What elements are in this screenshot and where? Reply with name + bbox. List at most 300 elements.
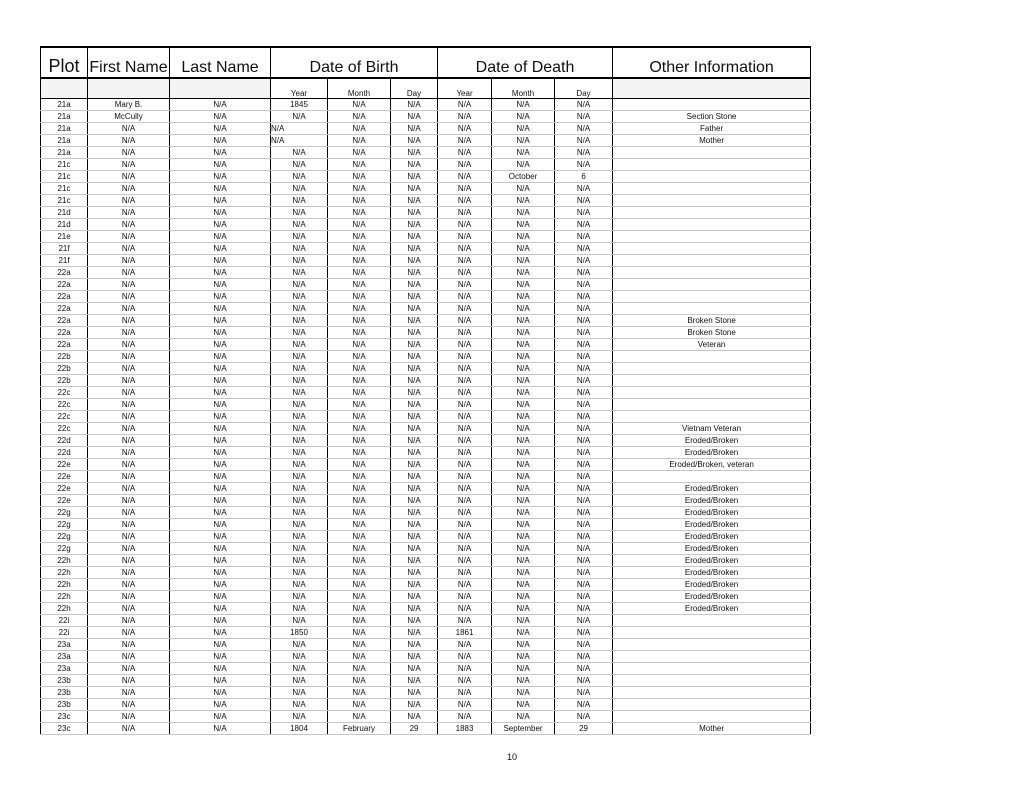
subheader-blank: [88, 78, 170, 99]
table-row: [41, 675, 811, 687]
cell-birth-day: N/A: [391, 567, 438, 579]
cell-death-month: N/A: [492, 423, 555, 435]
cell-birth-day: N/A: [391, 147, 438, 159]
cell-birth-month: N/A: [328, 651, 391, 663]
cell-birth-day: N/A: [391, 447, 438, 459]
cell-birth-day: N/A: [391, 471, 438, 483]
cell-last-name: N/A: [170, 651, 271, 663]
cell-plot: 21c: [41, 159, 88, 171]
cell-other-information: [613, 291, 811, 303]
table-row: [41, 375, 811, 387]
cell-death-day: N/A: [555, 507, 613, 519]
cell-last-name: N/A: [170, 243, 271, 255]
table-row: [41, 555, 811, 567]
cell-death-day: N/A: [555, 687, 613, 699]
cell-first-name: N/A: [88, 303, 170, 315]
cell-birth-year: N/A: [271, 675, 328, 687]
cell-death-month: N/A: [492, 267, 555, 279]
cell-death-year: N/A: [438, 339, 492, 351]
cell-plot: 22c: [41, 411, 88, 423]
cell-death-month: N/A: [492, 303, 555, 315]
cell-last-name: N/A: [170, 543, 271, 555]
table-row: [41, 603, 811, 615]
cell-birth-month: N/A: [328, 423, 391, 435]
cell-birth-month: N/A: [328, 351, 391, 363]
cell-last-name: N/A: [170, 699, 271, 711]
cell-other-information: Veteran: [613, 339, 811, 351]
table-row: [41, 483, 811, 495]
cell-birth-month: N/A: [328, 123, 391, 135]
cell-death-year: N/A: [438, 483, 492, 495]
table-row: [41, 363, 811, 375]
cell-plot: 22g: [41, 531, 88, 543]
cell-plot: 22h: [41, 579, 88, 591]
cell-death-month: N/A: [492, 255, 555, 267]
cell-first-name: N/A: [88, 639, 170, 651]
cell-death-day: N/A: [555, 339, 613, 351]
cell-birth-year: N/A: [271, 447, 328, 459]
cell-last-name: N/A: [170, 627, 271, 639]
cell-birth-day: N/A: [391, 591, 438, 603]
table-row: [41, 411, 811, 423]
cell-birth-day: N/A: [391, 435, 438, 447]
cell-other-information: [613, 375, 811, 387]
cell-death-month: N/A: [492, 507, 555, 519]
cell-birth-year: N/A: [271, 651, 328, 663]
cell-last-name: N/A: [170, 291, 271, 303]
cell-death-year: N/A: [438, 615, 492, 627]
cell-first-name: N/A: [88, 423, 170, 435]
cell-last-name: N/A: [170, 603, 271, 615]
cell-birth-year: N/A: [271, 183, 328, 195]
cell-death-day: N/A: [555, 651, 613, 663]
cell-birth-year: N/A: [271, 435, 328, 447]
cell-birth-year: N/A: [271, 387, 328, 399]
cell-death-day: N/A: [555, 327, 613, 339]
cell-other-information: [613, 183, 811, 195]
table-row: [41, 711, 811, 723]
cell-first-name: N/A: [88, 147, 170, 159]
cell-last-name: N/A: [170, 279, 271, 291]
cell-death-month: N/A: [492, 663, 555, 675]
cell-birth-day: N/A: [391, 531, 438, 543]
cell-first-name: Mary B.: [88, 99, 170, 111]
subheader-death-day: Day: [555, 78, 613, 99]
table-row: [41, 339, 811, 351]
cell-birth-month: February: [328, 723, 391, 735]
cell-death-day: N/A: [555, 567, 613, 579]
cell-death-year: N/A: [438, 555, 492, 567]
cell-death-year: 1883: [438, 723, 492, 735]
cell-death-day: N/A: [555, 363, 613, 375]
cell-first-name: N/A: [88, 699, 170, 711]
cell-other-information: Eroded/Broken: [613, 483, 811, 495]
cell-birth-month: N/A: [328, 507, 391, 519]
cell-death-month: N/A: [492, 195, 555, 207]
cell-death-month: N/A: [492, 99, 555, 111]
cell-birth-month: N/A: [328, 279, 391, 291]
cell-birth-day: N/A: [391, 603, 438, 615]
cell-birth-month: N/A: [328, 519, 391, 531]
cell-first-name: N/A: [88, 723, 170, 735]
cell-birth-day: N/A: [391, 255, 438, 267]
table-row: [41, 111, 811, 123]
table-row: [41, 279, 811, 291]
cell-death-month: N/A: [492, 579, 555, 591]
cell-birth-day: N/A: [391, 183, 438, 195]
cell-plot: 23a: [41, 663, 88, 675]
cell-plot: 22g: [41, 507, 88, 519]
cell-other-information: [613, 615, 811, 627]
cell-plot: 21d: [41, 207, 88, 219]
cell-birth-month: N/A: [328, 603, 391, 615]
cell-death-year: N/A: [438, 135, 492, 147]
cell-first-name: N/A: [88, 159, 170, 171]
table-row: [41, 231, 811, 243]
cell-death-year: N/A: [438, 639, 492, 651]
cell-birth-day: N/A: [391, 555, 438, 567]
cell-death-year: N/A: [438, 195, 492, 207]
cell-birth-month: N/A: [328, 219, 391, 231]
cell-first-name: N/A: [88, 327, 170, 339]
cell-first-name: N/A: [88, 627, 170, 639]
cell-birth-month: N/A: [328, 579, 391, 591]
cell-birth-day: N/A: [391, 399, 438, 411]
cell-first-name: N/A: [88, 135, 170, 147]
table-row: [41, 219, 811, 231]
cell-death-month: N/A: [492, 639, 555, 651]
cell-other-information: [613, 411, 811, 423]
cell-death-month: September: [492, 723, 555, 735]
cell-death-year: N/A: [438, 243, 492, 255]
cell-plot: 23b: [41, 687, 88, 699]
cell-birth-day: N/A: [391, 315, 438, 327]
cell-birth-year: N/A: [271, 207, 328, 219]
cell-birth-year: N/A: [271, 111, 328, 123]
cell-birth-year: N/A: [271, 291, 328, 303]
cell-birth-day: N/A: [391, 351, 438, 363]
table-row: [41, 207, 811, 219]
cell-death-year: N/A: [438, 519, 492, 531]
cell-death-day: N/A: [555, 243, 613, 255]
cell-other-information: [613, 171, 811, 183]
cell-birth-day: N/A: [391, 303, 438, 315]
cell-death-year: N/A: [438, 291, 492, 303]
table-row: [41, 351, 811, 363]
header-last-name: Last Name: [170, 47, 271, 78]
header-first-name: First Name: [88, 47, 170, 78]
cell-last-name: N/A: [170, 207, 271, 219]
cell-other-information: [613, 159, 811, 171]
cell-plot: 21a: [41, 123, 88, 135]
cell-death-day: N/A: [555, 519, 613, 531]
cell-first-name: N/A: [88, 435, 170, 447]
cell-last-name: N/A: [170, 531, 271, 543]
table-row: [41, 303, 811, 315]
cell-plot: 21c: [41, 195, 88, 207]
cell-last-name: N/A: [170, 447, 271, 459]
cell-other-information: Eroded/Broken: [613, 435, 811, 447]
cell-death-year: N/A: [438, 687, 492, 699]
cell-first-name: N/A: [88, 291, 170, 303]
table-row: [41, 663, 811, 675]
cell-first-name: N/A: [88, 567, 170, 579]
cell-last-name: N/A: [170, 495, 271, 507]
cell-last-name: N/A: [170, 171, 271, 183]
cell-birth-day: N/A: [391, 231, 438, 243]
cell-birth-month: N/A: [328, 159, 391, 171]
cell-last-name: N/A: [170, 399, 271, 411]
table-row: [41, 639, 811, 651]
cell-death-day: N/A: [555, 207, 613, 219]
cell-plot: 22a: [41, 303, 88, 315]
cell-first-name: N/A: [88, 387, 170, 399]
cell-other-information: [613, 219, 811, 231]
cell-death-year: N/A: [438, 531, 492, 543]
cell-last-name: N/A: [170, 483, 271, 495]
cell-death-day: N/A: [555, 471, 613, 483]
table-row: [41, 123, 811, 135]
cell-last-name: N/A: [170, 423, 271, 435]
cell-first-name: N/A: [88, 171, 170, 183]
cell-last-name: N/A: [170, 591, 271, 603]
cell-first-name: N/A: [88, 651, 170, 663]
cell-death-day: N/A: [555, 159, 613, 171]
cell-first-name: N/A: [88, 375, 170, 387]
cell-birth-month: N/A: [328, 435, 391, 447]
cell-birth-year: 1845: [271, 99, 328, 111]
cell-last-name: N/A: [170, 567, 271, 579]
cell-birth-month: N/A: [328, 183, 391, 195]
cell-birth-year: N/A: [271, 303, 328, 315]
cell-death-year: N/A: [438, 435, 492, 447]
cell-death-year: N/A: [438, 315, 492, 327]
cell-other-information: [613, 351, 811, 363]
subheader-blank: [613, 78, 811, 99]
cell-death-month: N/A: [492, 567, 555, 579]
cell-plot: 22a: [41, 279, 88, 291]
cell-plot: 21c: [41, 171, 88, 183]
cell-death-year: N/A: [438, 375, 492, 387]
cell-first-name: N/A: [88, 279, 170, 291]
cell-plot: 23b: [41, 675, 88, 687]
cell-death-month: N/A: [492, 411, 555, 423]
subheader-birth-year: Year: [271, 78, 328, 99]
subheader-birth-month: Month: [328, 78, 391, 99]
cell-death-day: N/A: [555, 675, 613, 687]
cell-first-name: N/A: [88, 399, 170, 411]
cell-first-name: N/A: [88, 675, 170, 687]
cell-last-name: N/A: [170, 459, 271, 471]
cell-death-month: N/A: [492, 483, 555, 495]
table-row: [41, 543, 811, 555]
cell-plot: 21c: [41, 183, 88, 195]
table-body: [41, 99, 811, 735]
cell-first-name: N/A: [88, 447, 170, 459]
cell-birth-year: N/A: [271, 663, 328, 675]
cell-birth-year: N/A: [271, 591, 328, 603]
cell-death-month: N/A: [492, 675, 555, 687]
cell-other-information: Eroded/Broken: [613, 567, 811, 579]
cell-other-information: [613, 255, 811, 267]
cell-death-day: N/A: [555, 411, 613, 423]
cell-death-year: N/A: [438, 591, 492, 603]
cell-death-day: 29: [555, 723, 613, 735]
cell-other-information: Eroded/Broken, veteran: [613, 459, 811, 471]
cell-birth-day: N/A: [391, 543, 438, 555]
table-row: [41, 723, 811, 735]
cell-death-day: N/A: [555, 279, 613, 291]
cell-plot: 22c: [41, 387, 88, 399]
cell-death-day: N/A: [555, 459, 613, 471]
cell-plot: 22a: [41, 339, 88, 351]
header-other-information: Other Information: [613, 47, 811, 78]
cell-first-name: N/A: [88, 663, 170, 675]
cell-other-information: Vietnam Veteran: [613, 423, 811, 435]
table-row: [41, 255, 811, 267]
table-row: [41, 315, 811, 327]
table-row: [41, 147, 811, 159]
table-row: [41, 531, 811, 543]
cell-death-month: N/A: [492, 375, 555, 387]
cell-birth-year: N/A: [271, 687, 328, 699]
cell-death-month: N/A: [492, 123, 555, 135]
subheader-birth-day: Day: [391, 78, 438, 99]
cell-birth-month: N/A: [328, 99, 391, 111]
subheader-death-year: Year: [438, 78, 492, 99]
cell-birth-day: N/A: [391, 627, 438, 639]
subheader-blank: [170, 78, 271, 99]
cell-first-name: N/A: [88, 267, 170, 279]
cell-birth-day: N/A: [391, 423, 438, 435]
cell-death-month: October: [492, 171, 555, 183]
cell-death-year: N/A: [438, 303, 492, 315]
cell-first-name: N/A: [88, 195, 170, 207]
cell-birth-month: N/A: [328, 195, 391, 207]
cell-birth-day: N/A: [391, 339, 438, 351]
cell-birth-year: N/A: [271, 639, 328, 651]
page-number: 10: [506, 752, 517, 762]
cell-other-information: [613, 639, 811, 651]
cell-birth-year: N/A: [271, 123, 328, 135]
cell-other-information: [613, 147, 811, 159]
cell-death-month: N/A: [492, 219, 555, 231]
cell-first-name: N/A: [88, 315, 170, 327]
cell-first-name: N/A: [88, 591, 170, 603]
cell-other-information: [613, 267, 811, 279]
cell-plot: 23b: [41, 699, 88, 711]
cell-birth-day: N/A: [391, 687, 438, 699]
cell-birth-day: N/A: [391, 243, 438, 255]
cell-birth-month: N/A: [328, 315, 391, 327]
header-date-of-death: Date of Death: [438, 47, 613, 78]
cell-death-month: N/A: [492, 495, 555, 507]
cell-death-year: N/A: [438, 507, 492, 519]
cell-plot: 23a: [41, 639, 88, 651]
cell-birth-day: N/A: [391, 111, 438, 123]
cell-death-month: N/A: [492, 543, 555, 555]
cell-birth-year: N/A: [271, 615, 328, 627]
cell-birth-month: N/A: [328, 711, 391, 723]
cell-last-name: N/A: [170, 555, 271, 567]
table-row: [41, 507, 811, 519]
cell-plot: 21d: [41, 219, 88, 231]
cell-death-month: N/A: [492, 231, 555, 243]
cell-first-name: N/A: [88, 183, 170, 195]
cell-birth-month: N/A: [328, 543, 391, 555]
cell-plot: 22c: [41, 423, 88, 435]
cell-plot: 22b: [41, 375, 88, 387]
cell-first-name: N/A: [88, 207, 170, 219]
cell-birth-day: N/A: [391, 615, 438, 627]
cell-death-day: N/A: [555, 591, 613, 603]
cell-death-day: N/A: [555, 531, 613, 543]
cell-birth-year: N/A: [271, 459, 328, 471]
subheader-blank: [41, 78, 88, 99]
cell-first-name: N/A: [88, 531, 170, 543]
cell-first-name: N/A: [88, 555, 170, 567]
cell-birth-month: N/A: [328, 147, 391, 159]
cell-death-year: N/A: [438, 471, 492, 483]
cell-birth-month: N/A: [328, 459, 391, 471]
cell-birth-year: 1804: [271, 723, 328, 735]
cell-plot: 22g: [41, 519, 88, 531]
cell-birth-year: N/A: [271, 147, 328, 159]
cell-first-name: N/A: [88, 471, 170, 483]
cell-birth-day: N/A: [391, 99, 438, 111]
cell-last-name: N/A: [170, 339, 271, 351]
cell-first-name: N/A: [88, 483, 170, 495]
cell-birth-day: N/A: [391, 519, 438, 531]
cell-birth-year: N/A: [271, 471, 328, 483]
cell-birth-year: 1850: [271, 627, 328, 639]
cell-death-year: N/A: [438, 267, 492, 279]
cell-birth-day: N/A: [391, 663, 438, 675]
cell-plot: 22e: [41, 471, 88, 483]
cell-birth-day: N/A: [391, 651, 438, 663]
cell-birth-month: N/A: [328, 531, 391, 543]
cell-last-name: N/A: [170, 351, 271, 363]
table-row: [41, 495, 811, 507]
cell-birth-year: N/A: [271, 495, 328, 507]
cell-death-day: N/A: [555, 147, 613, 159]
table-row: [41, 459, 811, 471]
cell-death-month: N/A: [492, 315, 555, 327]
cell-death-month: N/A: [492, 711, 555, 723]
cell-plot: 21f: [41, 255, 88, 267]
cell-birth-month: N/A: [328, 591, 391, 603]
cell-death-year: N/A: [438, 543, 492, 555]
cell-birth-month: N/A: [328, 267, 391, 279]
cell-death-year: N/A: [438, 183, 492, 195]
cell-birth-year: N/A: [271, 507, 328, 519]
cell-last-name: N/A: [170, 219, 271, 231]
cell-death-day: N/A: [555, 375, 613, 387]
cell-birth-day: N/A: [391, 699, 438, 711]
cell-birth-day: N/A: [391, 675, 438, 687]
cell-birth-month: N/A: [328, 375, 391, 387]
cell-first-name: N/A: [88, 351, 170, 363]
cell-last-name: N/A: [170, 231, 271, 243]
table-row: [41, 159, 811, 171]
cell-birth-day: N/A: [391, 387, 438, 399]
cell-death-year: N/A: [438, 111, 492, 123]
table-row: [41, 627, 811, 639]
cell-birth-year: N/A: [271, 327, 328, 339]
table-row: [41, 267, 811, 279]
cell-death-day: N/A: [555, 663, 613, 675]
cell-other-information: [613, 711, 811, 723]
